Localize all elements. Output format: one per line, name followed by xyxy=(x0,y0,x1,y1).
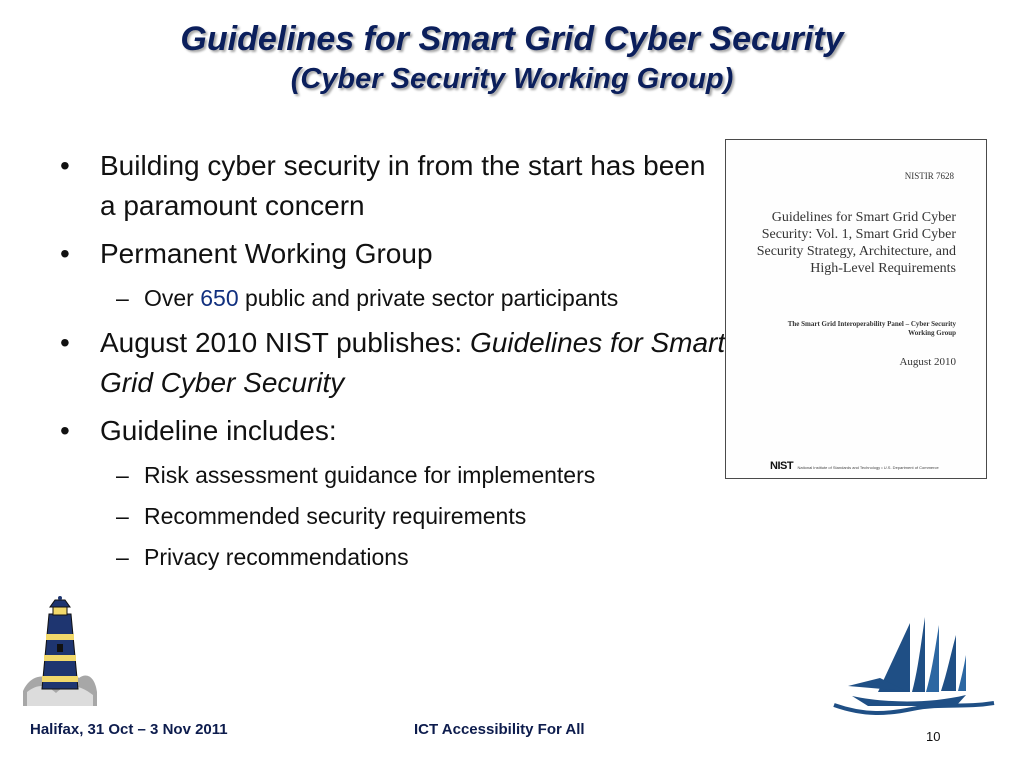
document-cover-image xyxy=(725,139,987,479)
bullet-text-working-group: Permanent Working Group xyxy=(100,238,433,269)
footer-location-date: Halifax, 31 Oct – 3 Nov 2011 xyxy=(30,721,228,738)
participants-count: 650 xyxy=(200,285,239,311)
publication-title: Guidelines for Smart Grid Cyber Security xyxy=(100,327,726,398)
slide-title: Guidelines for Smart Grid Cyber Security xyxy=(180,20,844,58)
bullet-working-group xyxy=(58,234,728,274)
document-date: August 2010 xyxy=(899,356,956,368)
document-code: NISTIR 7628 xyxy=(904,171,954,181)
sub-bullet-privacy xyxy=(58,541,728,574)
bullet-guideline-includes xyxy=(58,411,728,451)
bullet-nist-publication xyxy=(58,323,728,403)
bullet-text-building-security: Building cyber security in from the start has been a paramount concern xyxy=(100,150,706,221)
sub-bullet-risk-assessment xyxy=(58,459,728,492)
sub-bullet-text-security-requirements: Recommended security requirements xyxy=(144,503,527,529)
bullet-building-security xyxy=(58,146,728,226)
sub-bullet-text-risk-assessment: Risk assessment guidance for implementers xyxy=(144,462,596,488)
page-number: 10 xyxy=(926,729,941,744)
document-footer xyxy=(770,456,960,474)
sub-bullet-security-requirements xyxy=(58,500,728,533)
nist-footer-text: National Institute of Standards and Technology • U.S. Department of Commerce xyxy=(797,465,939,470)
lighthouse-icon xyxy=(22,594,98,706)
bullet-text-nist-publication: August 2010 NIST publishes: xyxy=(100,327,470,358)
bullet-text-guideline-includes: Guideline includes: xyxy=(100,415,337,446)
participants-suffix: public and private sector participants xyxy=(238,285,619,311)
participants-prefix: Over xyxy=(144,285,201,311)
document-panel: The Smart Grid Interoperability Panel – Cyber Security Working Group xyxy=(787,320,956,337)
slide-subtitle: (Cyber Security Working Group) xyxy=(290,63,734,95)
sailing-ship-icon xyxy=(830,615,996,719)
slide-title-block xyxy=(0,18,1024,96)
footer-event-name: ICT Accessibility For All xyxy=(414,721,585,738)
document-cover-title: Guidelines for Smart Grid Cyber Security: Vol. 1, Smart Grid Cyber Security Strategy, Architecture, and High-Level Requirements xyxy=(756,210,956,276)
sub-bullet-participants xyxy=(58,282,728,315)
sub-bullet-text-privacy: Privacy recommendations xyxy=(144,544,409,570)
slide-content xyxy=(58,146,728,582)
nist-logo: NIST xyxy=(770,460,794,472)
